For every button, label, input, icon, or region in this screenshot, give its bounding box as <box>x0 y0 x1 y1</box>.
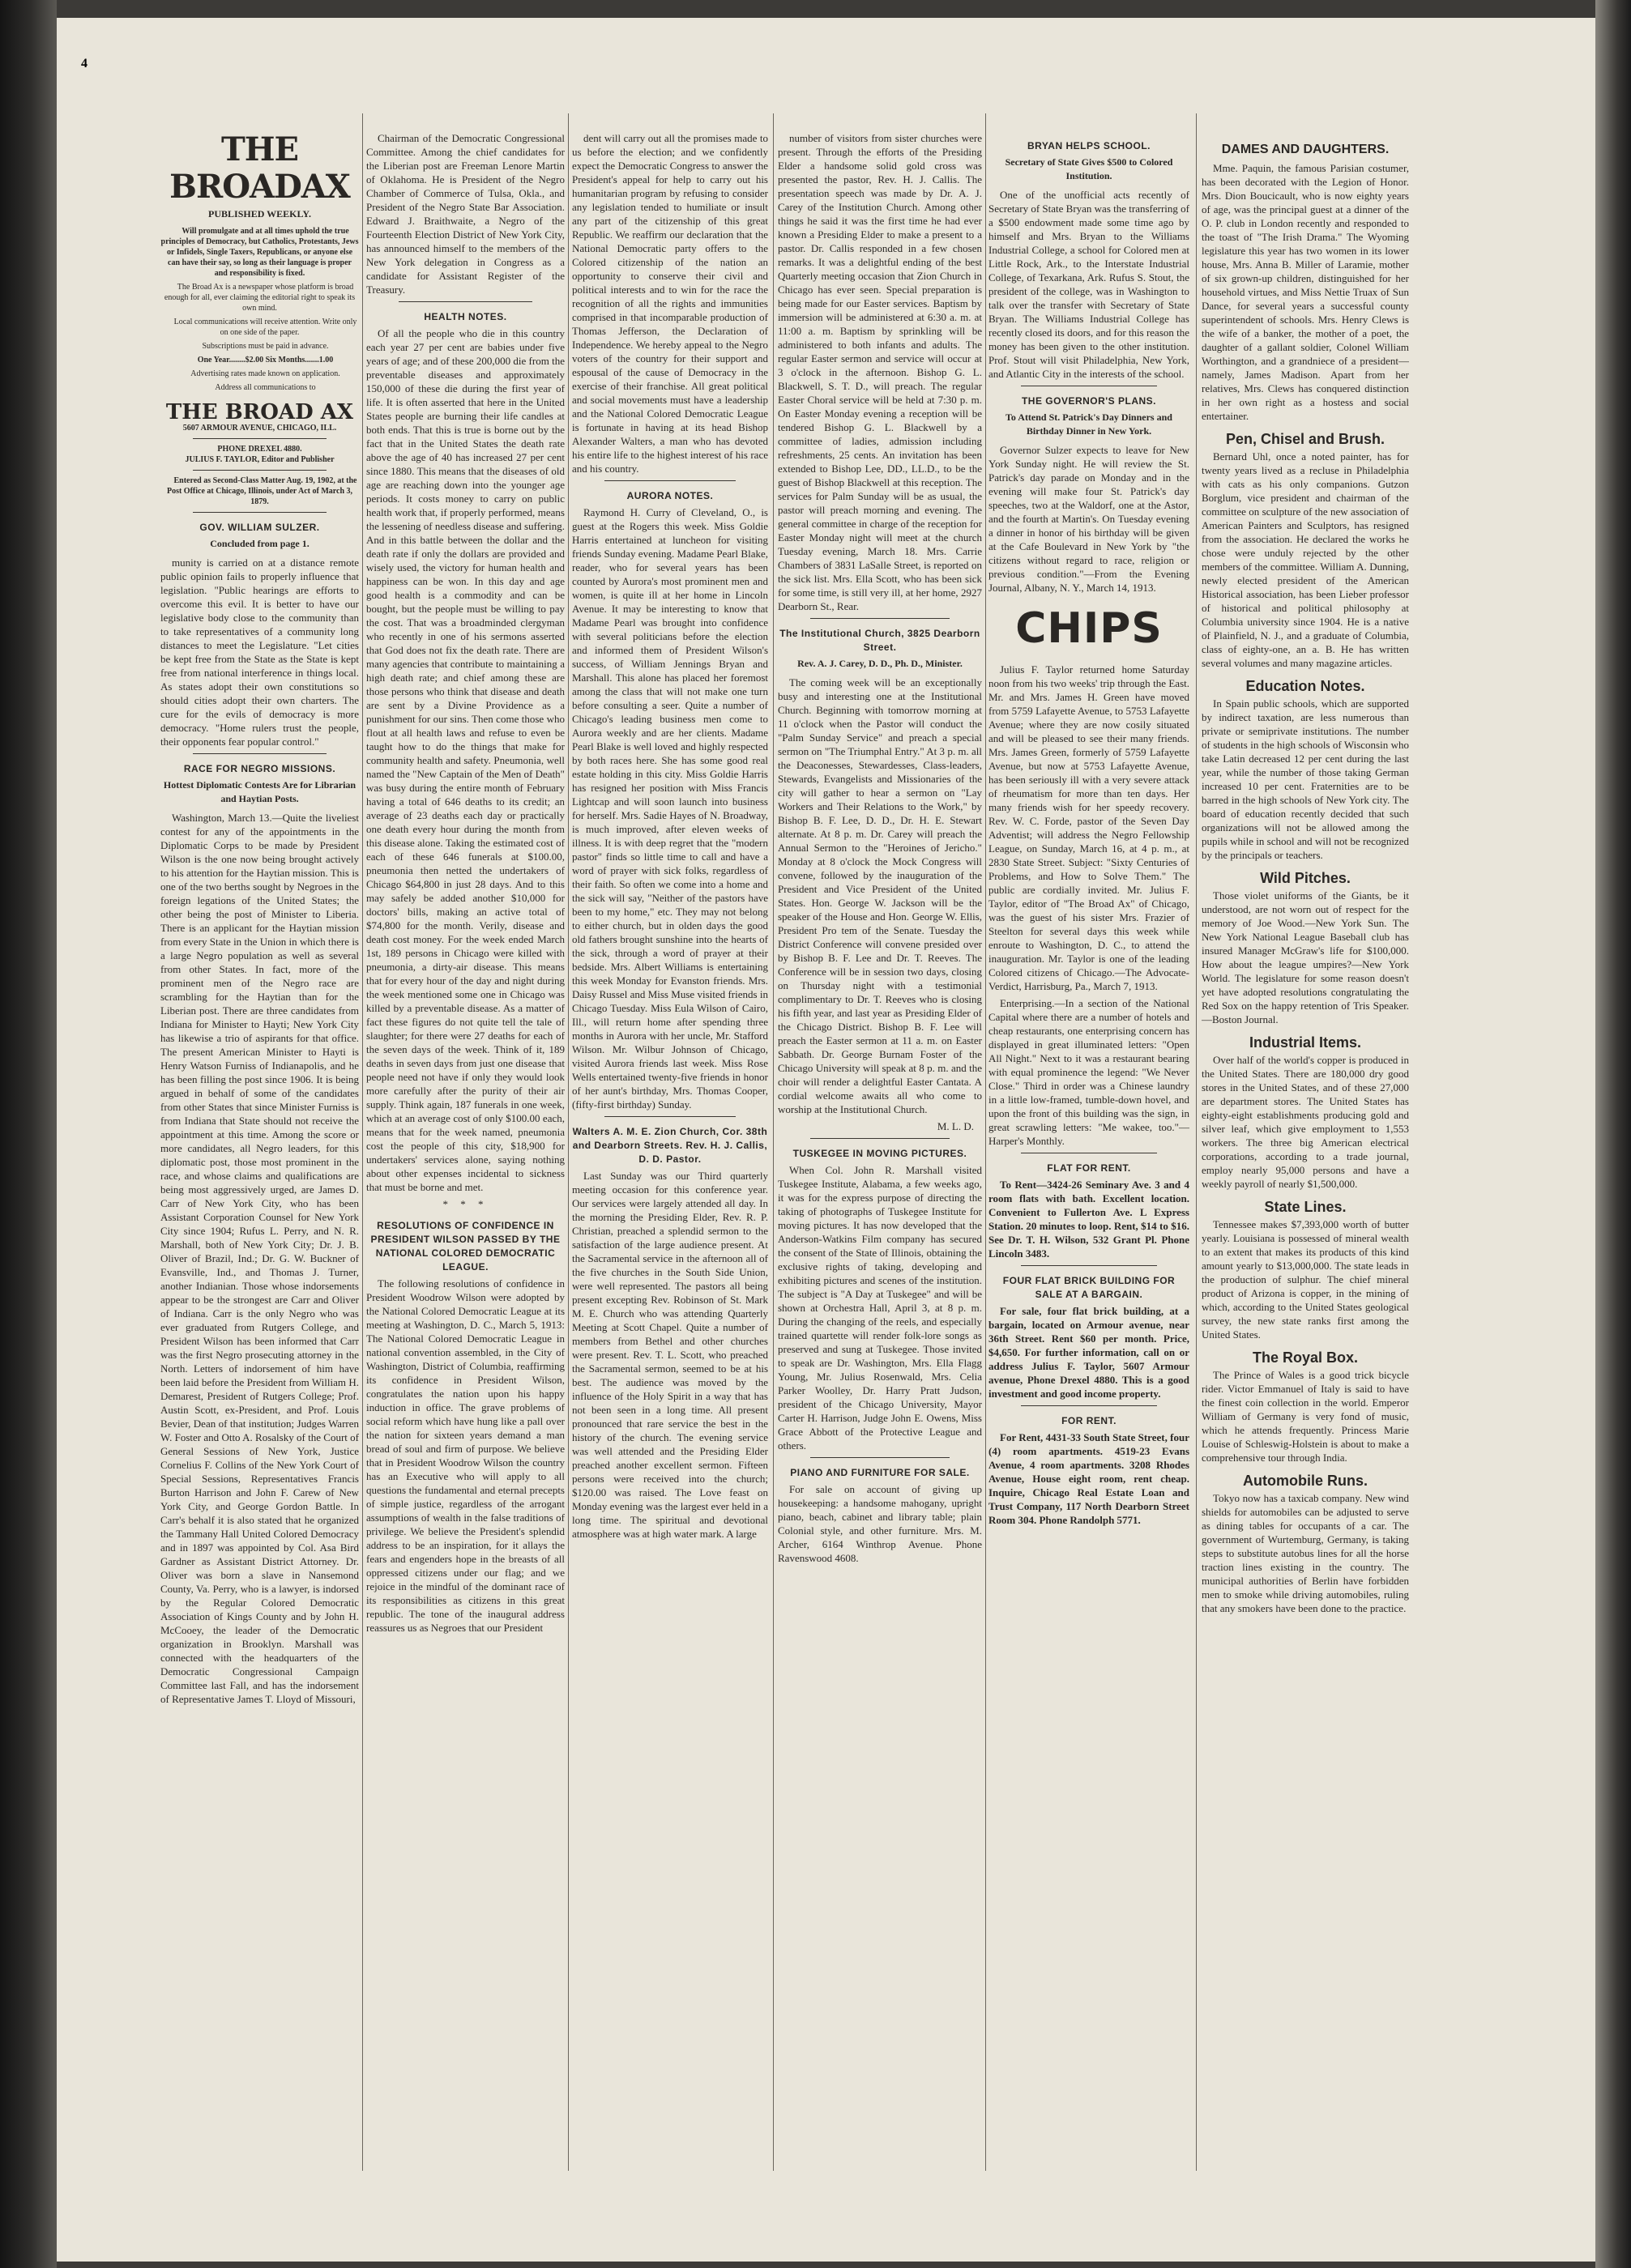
article-body: number of visitors from sister churches were present. Through the efforts of the Presiding Elder a handsome solid gold cross was presented the pastor, Rev. H. J. Callis. The presentation speech was made by Dr. A. J. Carey of the Institution Church. Among other things he said it was the first time he had ever known a Presiding Elder to make a present to a pastor. Dr. Callis responded in a few chosen remarks. It was a delightful ending of the best Quarterly meeting occasion that Zion Church in Chicago has ever seen. Special preparation is being made for our Easter services. Baptism by immersion will be administered at 6:30 a. m. at 11:00 a. m. Baptism by sprinkling will be administered to both infants and adults. The regular Easter sermon and service will occur at 3 o'clock in the afternoon. Bishop G. L. Blackwell, S. T. D., will preach. The regular Easter Choral service will be held at 7:30 p. m. On Easter Monday evening a reception will be tendered Bishop G. L. Blackwell by a committee of ladies, admission including refreshments, 25 cents. An invitation has been extended to Bishop Lee, DD., LL.D., to be the guest of Bishop Blackwell at this reception. The services for Palm Sunday will be as usual, the pastor will preach morning and evening. The general committee in charge of the reception for Easter Monday night will meet at the church Tuesday evening, March 18. Mrs. Carrie Chambers of 3831 LaSalle Street, is reported on the sick list. Mrs. Ella Scott, who has been sick for some time, is still very ill, at her home, 2927 Dearborn St., Rear. <box>778 132 982 612</box>
divider <box>604 480 736 481</box>
divider <box>604 1116 736 1117</box>
column-rule <box>568 113 569 2171</box>
article-heading: BRYAN HELPS SCHOOL. <box>1027 140 1151 151</box>
paper-name: THE BROAD AX <box>165 400 354 424</box>
article-subheading: Concluded from page 1. <box>210 538 310 549</box>
article-body: In Spain public schools, which are supported by indirect taxation, are less numerous than private or semiprivate institutions. The number of students in the high schools of Wisconsin who take Latin decreased 12 per cent during the last year, while the number of those taking German increased 10 per cent. Fraternities are to be barred in the high schools of New York city. The board of education recently decided that such organizations will not be allowed among the pupils while in school and will not be recognized by the principals or teachers. <box>1202 697 1409 861</box>
section-heading: State Lines. <box>1264 1199 1347 1215</box>
column-rule <box>985 113 986 2171</box>
article-body: Last Sunday was our Third quarterly meeting occasion for this conference year. Our services were largely attended all day. In the morning the Presiding Elder, Rev. R. P. Christian, preached a splendid sermon to the satisfaction of the large audience present. At the Sacramental service in the afternoon all of the five churches in the South Side Union, were well represented. The pastors all being present excepting Rev. Robinson of St. Mark M. E. Church who was attending Quarterly Meeting at Scott Chapel. Quite a number of members from Bethel and other churches were present. Rev. T. L. Scott, who preached the Sacramental sermon, seemed to be at his best. The audience was moved by the influence of the Holy Spirit in a way that has not been seen in a long time. All present pronounced that rare service the best in the history of the church. The evening service was well attended and the Presiding Elder preached another excellent sermon. Fifteen persons were received into the church; $120.00 was raised. The Love feast on Monday evening was the largest ever held in a long time. The spiritual and devotional atmosphere was at high water mark. A large <box>572 1170 768 1540</box>
entered-note: Entered as Second-Class Matter Aug. 19, 1902, at the Post Office at Chicago, Illinois, under Act of March 3, 1879. <box>166 476 357 506</box>
article-body: Chairman of the Democratic Congressional Committee. Among the chief candidates for the Liberian post are Freeman Lenore Martin of Oklahoma. He is President of the Negro Chamber of Commerce of Tulsa, Okla., and President of the Negro State Bar Association. Edward J. Braithwaite, a Negro of the Fourteenth Election District of New York City, has announced himself to the members of the New York delegation in Congress as a candidate for Assistant Register of the Treasury. <box>366 132 565 296</box>
ad-body: For Rent, 4431-33 South State Street, four (4) room apartments. 4519-23 Evans Avenue, 4 room apartments. 3208 Rhodes Avenue, House eight room, rent cheap. Inquire, Chicago Real Estate Loan and Trust Company, 117 North Dearborn Street Room 304. Phone Randolph 5771. <box>988 1431 1189 1526</box>
article-body: munity is carried on at a distance remote public opinion fails to properly influence that legislation. "Public hearings are efforts to overcome this evil. It is better to have our legislative body close to the community than to take representatives of a community long distances to meet the Legislature. "Let cities be kept free from the State as the State is kept free from national interference in things local. As states adopt their own constitutions so should cities adopt their own charters. The cure for the evils of democracy is more democracy. "Home rulers trust the people, their opponents fear popular control." <box>160 556 359 748</box>
article-body: The coming week will be an exceptionally busy and interesting one at the Institutional Church. Beginning with tomorrow morning at 11 o'clock when the Pastor will conduct the "Palm Sunday Service" and preach a special sermon on "The Triumphal Entry." At 3 p. m. all the Deaconesses, Stewardesses, Class-leaders, Stewards, Evangelists and Missionaries of the city will gather to hear a sermon on "Lay Workers and Their Relations to the Work," by Bishop B. F. Lee, D. D., Dr. H. E. Stewart alternate. At 8 p. m. Dr. Carey will preach the Annual Sermon to the "Heroines of Jericho." Monday at 8 o'clock the Mock Congress will convene, followed by the inauguration of the President and Vice President of the United States. Hon. George W. Jackson will be the speaker of the House and Hon. George W. Ellis, President Pro tem of the Senate. Tuesday the District Conference will convene presided over by Bishop B. F. Lee and Dr. T. Reeves. The Conference will be in session two days, closing on Thursday night with a testimonial complimentary to Dr. T. Reeves who is closing his fifth year, and last year as Presiding Elder of the Chicago District. Bishop B. F. Lee will preach the Easter sermon at 11 a. m. on Easter Sabbath. Dr. George Burnam Foster of the Chicago University will speak at 8 p. m. and the choir will render a delightful Easter Cantata. A cordial welcome awaits all who come to worship at the Institutional Church. <box>778 676 982 1115</box>
divider <box>1021 1405 1157 1406</box>
article-body: For sale on account of giving up housekeeping: a handsome mahogany, upright piano, beach, cabinet and library table; plain Colonial style, and other furniture. Mrs. M. Archer, 6164 Winthrop Avenue. Phone Ravenswood 4608. <box>778 1483 982 1564</box>
article-body: One of the unofficial acts recently of Secretary of State Bryan was the transferring of a $500 endowment made some time ago by himself and Mrs. Bryan to the Williams Industrial College, a school for Colored men at Little Rock, Ark., to the Interstate Industrial College, of Texarkana, Ark. Rufus S. Stout, the president of the college, was in Washington to talk over the transfer with Secretary of State Bryan. The Williams Industrial College has recently closed its doors, and for this reason the money has been given to the other institution. Prof. Stout will visit Philadelphia, New York, and Atlantic City in the interests of the school. <box>988 189 1189 380</box>
column-rule <box>362 113 363 2171</box>
ad-body: For sale, four flat brick building, at a bargain, located on Armour avenue, near 36th Street. Rent $60 per month. Price, $4,650. For further information, call on or address Julius F. Taylor, 5607 Armour avenue, Phone Drexel 4880. This is a good investment and good income property. <box>988 1305 1189 1400</box>
divider <box>193 470 327 471</box>
article-heading: The Institutional Church, 3825 Dearborn Street. <box>779 628 980 653</box>
article-body: The Prince of Wales is a good trick bicycle rider. Victor Emmanuel of Italy is said to have the finest coin collection in the world. Emperor William of Germany is very fond of music, which he attends frequently. Princess Marie Louise of Schleswig-Holstein is about to make a comprehensive tour through India. <box>1202 1369 1409 1464</box>
section-heading: Industrial Items. <box>1249 1034 1362 1051</box>
section-heading: Wild Pitches. <box>1260 870 1351 886</box>
ad-heading: FOUR FLAT BRICK BUILDING FOR SALE AT A BARGAIN. <box>1002 1275 1176 1300</box>
newspaper-page <box>154 81 1558 2187</box>
column-4 <box>778 131 982 2189</box>
section-heading: The Royal Box. <box>1252 1349 1359 1366</box>
ad-heading: FOR RENT. <box>1061 1415 1117 1426</box>
article-heading: THE GOVERNOR'S PLANS. <box>1021 395 1157 407</box>
chips-heading: CHIPS <box>1015 604 1163 653</box>
column-2 <box>366 131 565 2189</box>
article-body: Tennessee makes $7,393,000 worth of butter yearly. Louisiana is possessed of mineral wealth to an extent that makes its products of this kind amount yearly to $13,000,000. The state leads in the production of sulphur. The chief mineral product of Arizona is copper, in the mining of which, according to the United States geological survey, the new state ranks first among the United States. <box>1202 1218 1409 1341</box>
article-subheading: To Attend St. Patrick's Day Dinners and Birthday Dinner in New York. <box>1005 411 1172 437</box>
paper-address: 5607 ARMOUR AVENUE, CHICAGO, ILL. <box>182 424 337 433</box>
divider <box>810 1138 950 1139</box>
article-body: Over half of the world's copper is produced in the United States. There are 180,000 dry good stores in the United States, and of these 27,000 are department stores. The United States has eighty-eight establishments producing gold and silver leaf, which give employment to 1,553 workers. The three big American electrical corporations, according to a trade journal, employ nearly 95,000 persons and have a weekly payroll of nearly $1,500,000. <box>1202 1054 1409 1190</box>
section-heading: Education Notes. <box>1245 678 1365 694</box>
article-body: Mme. Paquin, the famous Parisian costumer, has been decorated with the Legion of Honor. Mrs. Dion Boucicault, who is now eighty years of age, was the principal guest at a dinner of the O. P. club in London recently and responded to the toast of "The Irish Drama." The Wyoming legislature this year has two women in its lower house, Mrs. Anna B. Miller of Laramie, mother of six grown-up children, distinguished for her household virtues, and Miss Nettie Truax of Sun Dance, for several years a successful county superintendent of schools. Mrs. Henry Clews is the wife of a banker, the mother of a poet, the daughter of a gallant soldier, Colonel William Worthington, and a grandniece of a president—namely, James Madison. Apart from her relatives, Mrs. Clews has conquered distinction in her own right as a hostess and social entertainer. <box>1202 162 1409 422</box>
article-body: Bernard Uhl, once a noted painter, has for twenty years lived as a recluse in Philadelphia with cats as his only companions. Gutzon Borglum, vice president and chairman of the committee on sculpture of the new association of American Painters and Sculptors, has resigned from the association. He declared the works he chose were unduly rejected by the other members of the committee. William A. Dunning, newly elected president of the American Historical association, has been Lieber professor of historical and political philosophy at Columbia university since 1904. He is a native of Plainfield, N. J., and a graduate of Columbia, class of eighty-one, an a. B. He has written several volumes and many magazine articles. <box>1202 450 1409 669</box>
article-heading: RESOLUTIONS OF CONFIDENCE IN PRESIDENT WILSON PASSED BY THE NATIONAL COLORED DEMOCRATIC LEAGUE. <box>370 1220 561 1273</box>
page-number: 4 <box>81 57 88 70</box>
article-body: Raymond H. Curry of Cleveland, O., is guest at the Rogers this week. Miss Goldie Harris entertained at luncheon for visiting friends Sunday evening. Madame Pearl Blake, reader, who for several years has been counted by Aurora's most prominent men and women, is quite ill at her home in Lincoln Avenue. It may be interesting to know that Madame Pearl was brought into confidence with several politicians before the election and informed them of President Wilson's success, of William Jennings Bryan and Marshall. This alone has placed her foremost among the class that will not make one turn before consulting a seer. Quite a number of Chicago's leading business men come to Aurora weekly and are her clients. Madame Pearl Blake is well loved and highly respected by both races here. She has some good real estate holding in this city. Miss Goldie Harris has resigned her position with Miss Francis Lightcap and will soon launch into business for herself. Mrs. Sadie Hayes of N. Broadway, is much improved, after eleven weeks of illness. It is with deep regret that the "modern pastor" finds so little time to call and have a word of prayer with sick folks, regardless of their faith. So often we come into a home and the sick will say, "Neither of the pastors have been to my home," etc. They may not belong to either church, but in olden days the good old fathers brought sunshine into the hearts of the sick, through a word of prayer at their bedside. Mrs. Albert Williams is entertaining this week Monday for Evanston friends. Mrs. Daisy Russel and Miss Muse visited friends in Chicago Tuesday. Miss Eula Wilson of Cairo, Ill., will return home after spending three months in Aurora with her uncle, Mr. Stafford Wilson. Mr. Wilbur Johnson of Chicago, visited Aurora friends last week. Miss Rose Wells entertained twenty-five friends in honor of her aunt's birthday, Mrs. Thomas Cooper, (fifty-first birthday) Sunday. <box>572 506 768 1111</box>
ad-heading: FLAT FOR RENT. <box>1047 1162 1131 1174</box>
communications-note: Local communications will receive attention. Write only on one side of the paper. <box>173 318 357 337</box>
article-heading: Walters A. M. E. Zion Church, Cor. 38th and Dearborn Streets. Rev. H. J. Callis, D. D. Pastor. <box>572 1126 768 1165</box>
divider <box>193 512 327 513</box>
article-body: Tokyo now has a taxicab company. New wind shields for automobiles can be adjusted to serve as dining tables for occupants of a car. The government of Wurtemburg, Germany, is taking steps to substitute autobus lines for all the horse traction lines existing in the country. The municipal authorities of Berlin have forbidden men to smoke while driving automobiles, ruling that any smokers have been done to the practice. <box>1202 1492 1409 1614</box>
section-heading: Automobile Runs. <box>1243 1473 1368 1489</box>
page-edge <box>1595 0 1631 2268</box>
ad-body: To Rent—3424-26 Seminary Ave. 3 and 4 room flats with bath. Excellent location. Convenient to Fullerton Ave. L Express Station. 20 minutes to loop. Rent, $14 to $16. See Dr. T. H. Wilson, 532 Grant Pl. Phone Lincoln 3483. <box>988 1179 1189 1260</box>
advertising-note: Advertising rates made known on application. <box>190 369 340 378</box>
divider <box>810 618 950 619</box>
article-subheading: Rev. A. J. Carey, D. D., Ph. D., Minister. <box>797 658 963 669</box>
article-heading: TUSKEGEE IN MOVING PICTURES. <box>792 1148 967 1159</box>
platform-note: The Broad Ax is a newspaper whose platform is broad enough for all, ever claiming the editorial right to speak its own mind. <box>164 283 356 313</box>
article-subheading: Hottest Diplomatic Contests Are for Librarian and Haytian Posts. <box>163 779 357 804</box>
divider <box>1021 1265 1157 1266</box>
article-heading: HEALTH NOTES. <box>424 311 507 322</box>
address-all: Address all communications to <box>215 383 316 392</box>
article-body: The following resolutions of confidence in President Woodrow Wilson were adopted by the National Colored Democratic League at its meeting at Washington, D. C., March 5, 1913: The National Colored Democratic League in national convention assembled, in the City of Washington, District of Columbia, reaffirming its confidence in President Wilson, congratulates the nation upon his happy induction in office. The grave problems of social reform which have hung like a pall over the nation for sixteen years demand a man bread of soul and firm of purpose. We believe that in President Woodrow Wilson the country has an Executive who will apply to all questions the fundamental and eternal precepts of simple justice, regardless of the arrogant assumptions of wealth in the false traditions of privilege. We believe the President's splendid address to be an inspiration, for it allays the fears and engenders hope in the breasts of all oppressed citizens under our flag; and we rejoice in the mindful of the dominant race of its responsibilities as citizens in this great republic. The tone of the inaugural address reassures us as Negroes that our President <box>366 1277 565 1634</box>
column-rule <box>773 113 774 2171</box>
column-6 <box>1202 131 1409 2189</box>
section-heading: DAMES AND DAUGHTERS. <box>1221 143 1390 156</box>
column-3 <box>572 131 768 2189</box>
published-weekly: PUBLISHED WEEKLY. <box>208 208 311 220</box>
article-heading: GOV. WILLIAM SULZER. <box>199 522 320 533</box>
editor-line: JULIUS F. TAYLOR, Editor and Publisher <box>185 455 335 464</box>
paper-phone: PHONE DREXEL 4880. <box>217 445 302 454</box>
article-body: Washington, March 13.—Quite the liveliest contest for any of the appointments in the Diplomatic Corps to be made by President Wilson is the one now being brought actively to his attention for the Haytian mission. This is one of the two berths sought by Negroes in the foreign legations of the United States; the other being the post of Minister to Liberia. There is an applicant for the Haytian mission from every State in the Union in which there is a large Negro population as well as several from other States. In fact, more of the prominent men of the Negro race are scrambling for the Haytian than for the Liberian post. There are three candidates from Indiana for Minister to Hayti; New York City has likewise a trio of aspirants for that office. The present American Minister to Hayti is Henry Watson Furniss of Indianapolis, and he has been filling the post since 1906. It is being argued in behalf of some of the candidates from other States that since Minister Furniss is from Indiana that State should not receive the appointment at this time. Among the score or more candidates, all Negro leaders, for this diplomatic post, those most prominent in the race, and whose claims and qualifications are being most aggressively urged, are James D. Carr of New York City, who has been Assistant Corporation Counsel for New York City since 1904; Rufus L. Perry, and N. R. Marshall, both of New York City; Dr. J. B. Oliver of Brazil, Ind.; Dr. G. W. Buckner of Evansville, Ind., and Thomas J. Turner, another Indianian. Those whose indorsements appear to be the strongest are Carr and Oliver of Indiana. Carr is the only Negro who was ever graduated from Rutgers College, and President Wilson has been informed that Carr was the first Negro prosecuting attorney in the North. Letters of indorsement of him have been laid before the President from William H. Demarest, President of Rutgers College; Prof. Austin Scott, ex-President, and Prof. Louis Bevier, Dean of that institution; Judges Warren W. Foster and Otto A. Rosalsky of the Court of General Sessions of New York, Justice Cornelius F. Collins of the New York Court of Special Sessions, Representatives Francis Burton Harrison and John F. Carew of New York City, and George Gordon Battle. In Carr's behalf it is also stated that he organized the Tammany Hall United Colored Democracy and in 1897 was appointed by Col. Asa Bird Gardner as Assistant District Attorney. Dr. Oliver was born a slave in Nansemond County, Va. Perry, who is a lawyer, is indorsed by the Regular Colored Democratic Association of Kings County and by John H. McCooey, the leader of the Democratic organization in Brooklyn. Marshall was connected with the headquarters of the Democratic Congressional Campaign Committee last Fall, and has the indorsement of Representative James T. Lloyd of Missouri, <box>160 812 359 1705</box>
article-body: When Col. John R. Marshall visited Tuskegee Institute, Alabama, a few weeks ago, it was for the express purpose of directing the taking of photographs of Tuskegee Institute for moving pictures. It has now developed that the Anderson-Watkins Film company has secured the consent of the State of Illinois, obtaining the exclusive rights of taking, developing and exhibiting pictures and scenes of the institution. The subject is "A Day at Tuskegee" and will be shown at Orchestra Hall, April 3, at 8 p. m. During the changing of the reels, and especially trained quartette will render folk-lore songs as preserved and sung at Tuskegee. Those invited to speak are Dr. Washington, Mrs. Ella Flagg Young, Mr. Julius Rosenwald, Mrs. Celia Parker Woolley, Dr. Harry Pratt Judson, president of the Chicago University, Mayor Carter H. Harrison, Judge John E. Owens, Miss Grace Abbott of the Protective League and others. <box>778 1164 982 1452</box>
article-signature: M. L. D. <box>937 1120 974 1132</box>
section-heading: Pen, Chisel and Brush. <box>1225 431 1385 447</box>
editorial-policy: Will promulgate and at all times uphold the true principles of Democracy, but Catholics, Protestants, Jews or Infidels, Single Taxers, Republicans, or anyone else can have their say, so long as their language is proper and responsibility is fixed. <box>160 227 359 278</box>
article-body: Those violet uniforms of the Giants, be it understood, are not worn out of respect for the memory of Joe Wood.—New York Sun. The New York National League Baseball club has insured Manager McGraw's life for $100,000. How about the league umpires?—New York World. The legislature for some reason doesn't yet have adopted resolutions congratulating the Red Sox on the happy retention of Tris Speaker.—Boston Journal. <box>1202 889 1409 1025</box>
column-1 <box>160 131 359 2189</box>
divider <box>193 753 327 754</box>
binding-edge <box>0 0 57 2268</box>
article-body: Enterprising.—In a section of the National Capital where there are a number of hotels and cheap restaurants, one enterprising concern has displayed in great illuminated letters: "Open All Night." Next to it was a restaurant bearing with equal prominence the legend: "We Never Close." Third in order was a Chinese laundry in a little low-framed, tumble-down hovel, and upon the front of this building was the sign, in great scrawling letters: "Me wakee, too."—Harper's Monthly. <box>988 997 1189 1147</box>
divider <box>193 438 327 439</box>
article-body: dent will carry out all the promises made to us before the election; and we confidently expect the Democratic Congress to answer the President's appeal for help to carry out his humanitarian program by refusing to consider any legislation tended to humiliate or insult any part of the citizenship of this great Republic. We reaffirm our declaration that the National Democratic party offers to the Colored citizenship of the nation an opportunity to conserve their civil and political interests and to win for the race the recognition of all the rights and immunities comprised in that incomparable production of Thomas Jefferson, the Declaration of Independence. We hereby appeal to the Negro voters of the country for their support and espousal of the cause of Democracy in the exercise of their franchise. All great political and social movements must have a leadership and the National Colored Democratic League is fortunate in having at its head Bishop Alexander Walters, a man who has devoted his entire life to the highest interest of his race and his country. <box>572 132 768 475</box>
article-subheading: Secretary of State Gives $500 to Colored Institution. <box>1005 156 1173 181</box>
article-heading: PIANO AND FURNITURE FOR SALE. <box>790 1467 970 1478</box>
divider <box>810 1457 950 1458</box>
subscription-rates: One Year........$2.00 Six Months.......1.00 <box>197 356 334 364</box>
article-body: Governor Sulzer expects to leave for New York Sunday night. He will review the St. Patrick's day parade on Monday and in the evening will make four St. Patrick's day speeches, two at the Waldorf, one at the Astor, and the fourth at Martin's. On Tuesday evening a dinner in honor of his birthday will be given at the Cafe Boulevard in New York by "the citizens without regard to race, religion or previous condition."—From the Evening Journal, Albany, N. Y., March 14, 1913. <box>988 444 1189 594</box>
article-heading: AURORA NOTES. <box>626 490 714 501</box>
article-body: Julius F. Taylor returned home Saturday noon from his two weeks' trip through the East. Mr. and Mrs. James H. Green have moved from 5759 Lafayette Avenue, to 5753 Lafayette Avenue; where they are now cosily situated and will be pleased to see their many friends. Mrs. James Green, formerly of 5759 Lafayette Avenue, but now at 5753 Lafayette Avenue, has been seriously ill with a very severe attack of rheumatism for more than ten days. Her many friends wish for her speedy recovery. Rev. W. C. Forde, pastor of the Seven Day Adventist; will address the Negro Fellowship League, on Sunday, March 16, at 4 p. m., at 2830 State Street. Subject: "Sixty Centuries of Problems, and How to Solve Them." The public are cordially invited. Mr. Julius F. Taylor, editor of "The Broad Ax" of Chicago, was the guest of his sister Mrs. Frazier of Steelton for several days this week while enroute to Washington, D. C., to attend the inauguration. Mr. Taylor is one of the leading Colored citizens of Chicago.—The Advocate-Verdict, Harrisburg, Pa., March 7, 1913. <box>988 663 1189 992</box>
masthead: THE BROADAX <box>169 131 350 206</box>
column-rule <box>1196 113 1197 2171</box>
column-5 <box>988 131 1189 2189</box>
subscriptions-note: Subscriptions must be paid in advance. <box>202 342 329 351</box>
article-body: Of all the people who die in this country each year 27 per cent are babies under five years of age; and of these 200,000 die from the preventable diseases and approximately 150,000 of these die during the first year of life. It is often asserted that here in the United States people are burning their life candles at both ends. That this is true is borne out by the fact that in the United States the death rate above the age of 40 has increased 27 per cent since 1880. This means that the diseases of old age are reaching down into the younger age periods. It costs money to carry on public health work that, if properly performed, means the lessening of needless disease and suffering. And in this battle between the dollar and the death rate if only the dollars are provided and wisely used, the victory for human health and happiness can be won. In this day and age good health is a commodity and can be bought, but the people must be willing to pay the cost. That was a broadminded clergyman who recently in one of his sermons asserted that God does not fix the death rate. There are many agencies that contribute to maintaining a high death rate; and chief among these are those persons who think that disease and death are sent by a Divine Providence as a punishment for our sins. Then come those who flout at all health laws and refuse to even be taught how to do the things that make for community health and safety. Pneumonia, well named the "New Captain of the Men of Death" was busy during the entire month of February having a total of 646 deaths to its credit; an average of 23 deaths each day or practically one death every hour during the month from this disease alone. Taking the estimated cost of each of these 646 funerals at $100.00, pneumonia then netted the undertakers of Chicago $64,800 in just 28 days. And to this may safely be added another $10,000 for doctors' bills, making an active total of $74,800 for the month. Verily, disease and death cost money. For the week ended March 1st, 189 persons in Chicago were killed with pneumonia, a dirty-air disease. This means that for every hour of the day and night during the week mentioned some one in Chicago was killed by a preventable disease. As a matter of fact these figures do not quite tell the tale of slaughter; for there were 27 deaths for each of the seven days of the week. Think of it, 189 deaths in seven days from just one disease that people need not have if only they would look more carefully after the purity of their air supply. Think again, 187 funerals in one week, which at an average cost of only $100.00 each, means that for the week named, pneumonia cost the people of this city, $18,900 for undertakers' services alone, saying nothing about other expenses incidental to sickness that must be borne and met. <box>366 327 565 1193</box>
article-heading: RACE FOR NEGRO MISSIONS. <box>183 763 336 774</box>
ornament-stars: * * * <box>442 1198 489 1210</box>
divider <box>399 301 532 302</box>
